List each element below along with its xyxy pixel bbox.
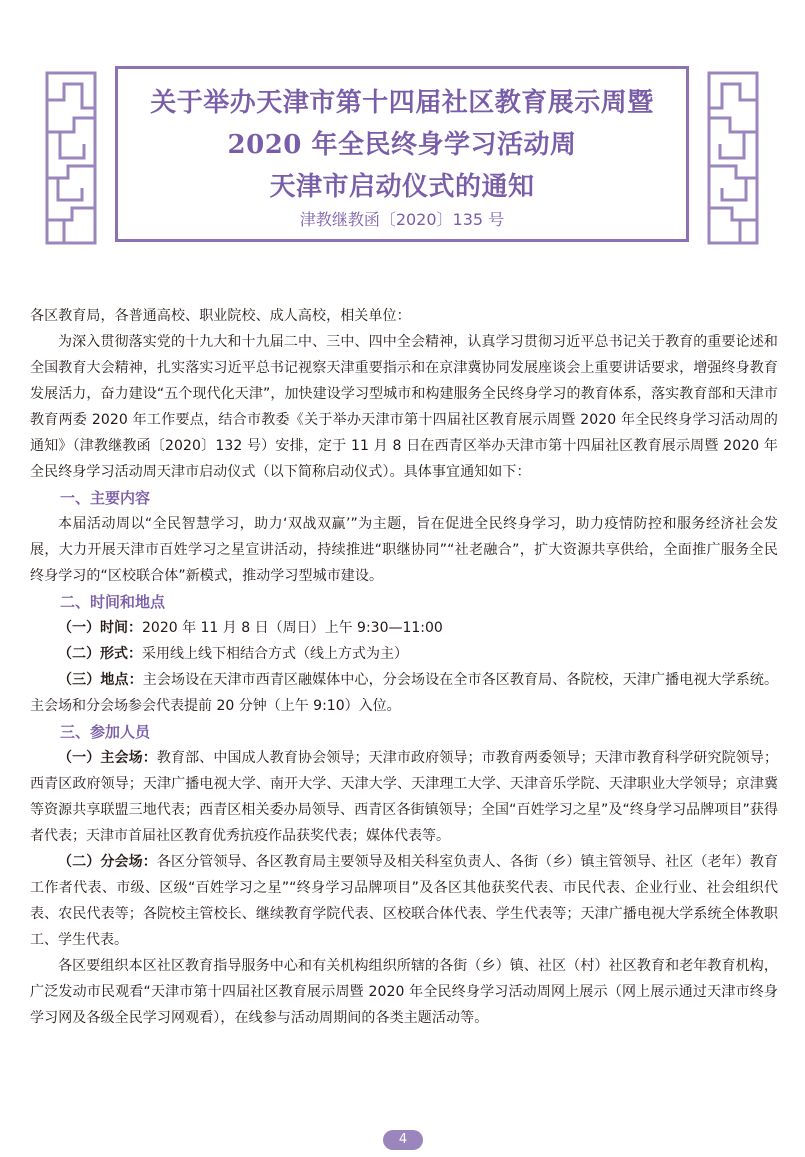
document-number: 津教继教函〔2020〕135 号 — [299, 210, 505, 229]
format-item — [30, 641, 778, 667]
page-number: 4 — [383, 1130, 423, 1150]
intro-paragraph: 为深入贯彻落实党的十九大和十九届二中、三中、四中全会精神，认真学习贯彻习近平总书记关于教育的重要论述和全国教育大会精神，扎实落实习近平总书记视察天津重要指示和在京津冀协同发展座谈会上重要讲话要求，增强终身教育发展活力，奋力建设“五个现代化天津”，加快建设学习型城市和构建服务全民终身学习的教育体系，落实教育部和天津市教育两委 2020 年工作要点，结合市教委《关于举办天津市第十四届社区教育展示周暨 2020 年全民终身学习活动周的通知》（津教继教函〔2020〕132 号）安排，定于 11 月 8 日在西青区举办天津市第十四届社区教育展示周暨 2020 年全民终身学习活动周天津市启动仪式（以下简称启动仪式）。具体事宜通知如下： — [30, 334, 778, 480]
venue-item — [30, 667, 778, 719]
document-body — [30, 303, 778, 1031]
time-label: （一）时间： — [58, 620, 142, 636]
title-frame — [115, 66, 689, 242]
branch-venue-item — [30, 849, 778, 953]
branch-venue-label: （二）分会场： — [58, 854, 157, 870]
section-1-paragraph: 本届活动周以“全民智慧学习，助力‘双战双赢’”为主题，旨在促进全民终身学习，助力疫情防控和服务经济社会发展，大力开展天津市百姓学习之星宣讲活动，持续推进“职继协同”“社老融合”，扩大资源共享供给，全面推广服务全民终身学习的“区校联合体”新模式，推动学习型城市建设。 — [30, 516, 778, 584]
section-heading-1: 一、主要内容 — [60, 489, 151, 507]
section-heading-3: 三、参加人员 — [60, 723, 151, 741]
format-text: 采用线上线下相结合方式（线上方式为主） — [142, 646, 408, 662]
document-header — [44, 66, 760, 248]
main-venue-text: 教育部、中国成人教育协会领导；天津市政府领导；市教育两委领导；天津市教育科学研究院领导；西青区政府领导；天津广播电视大学、南开大学、天津大学、天津理工大学、天津音乐学院、天津职业大学领导；京津冀等资源共享联盟三地代表；西青区相关委办局领导、西青区各街镇领导；全国“百姓学习之星”及“终身学习品牌项目”获得者代表；天津市首届社区教育优秀抗疫作品获奖代表；媒体代表等。 — [30, 750, 779, 844]
main-venue-item — [30, 745, 778, 849]
lattice-ornament-right-icon — [706, 70, 760, 246]
time-text: 2020 年 11 月 8 日（周日）上午 9:30—11:00 — [142, 620, 443, 636]
time-item — [30, 615, 778, 641]
section-heading-2: 二、时间和地点 — [60, 593, 166, 611]
branch-venue-text: 各区分管领导、各区教育局主要领导及相关科室负责人、各街（乡）镇主管领导、社区（老年）教育工作者代表、市级、区级“百姓学习之星”“终身学习品牌项目”及各区其他获奖代表、市民代表、企业行业、社会组织代表、农民代表等；各院校主管校长、继续教育学院代表、区校联合体代表、学生代表等；天津广播电视大学系统全体教职工、学生代表。 — [30, 854, 779, 948]
lattice-ornament-left-icon — [44, 70, 98, 246]
main-venue-label: （一）主会场： — [58, 750, 157, 766]
title-line-3: 天津市启动仪式的通知 — [269, 172, 535, 202]
closing-paragraph: 各区要组织本区社区教育指导服务中心和有关机构组织所辖的各街（乡）镇、社区（村）社区教育和老年教育机构，广泛发动市民观看“天津市第十四届社区教育展示周暨 2020 年全民终身学习活动周网上展示（网上展示通过天津市终身学习网及各级全民学习网观看），在线参与活动周期间的各类主题活动等。 — [30, 958, 778, 1026]
venue-text: 主会场设在天津市西青区融媒体中心，分会场设在全市各区教育局、各院校，天津广播电视大学系统。主会场和分会场参会代表提前 20 分钟（上午 9:10）入位。 — [30, 672, 779, 714]
format-label: （二）形式： — [58, 646, 142, 662]
title-line-2: 2020 年全民终身学习活动周 — [227, 130, 577, 160]
title-line-1: 关于举办天津市第十四届社区教育展示周暨 — [150, 88, 654, 118]
salutation: 各区教育局，各普通高校、职业院校、成人高校，相关单位： — [30, 308, 411, 324]
venue-label: （三）地点： — [58, 672, 143, 688]
